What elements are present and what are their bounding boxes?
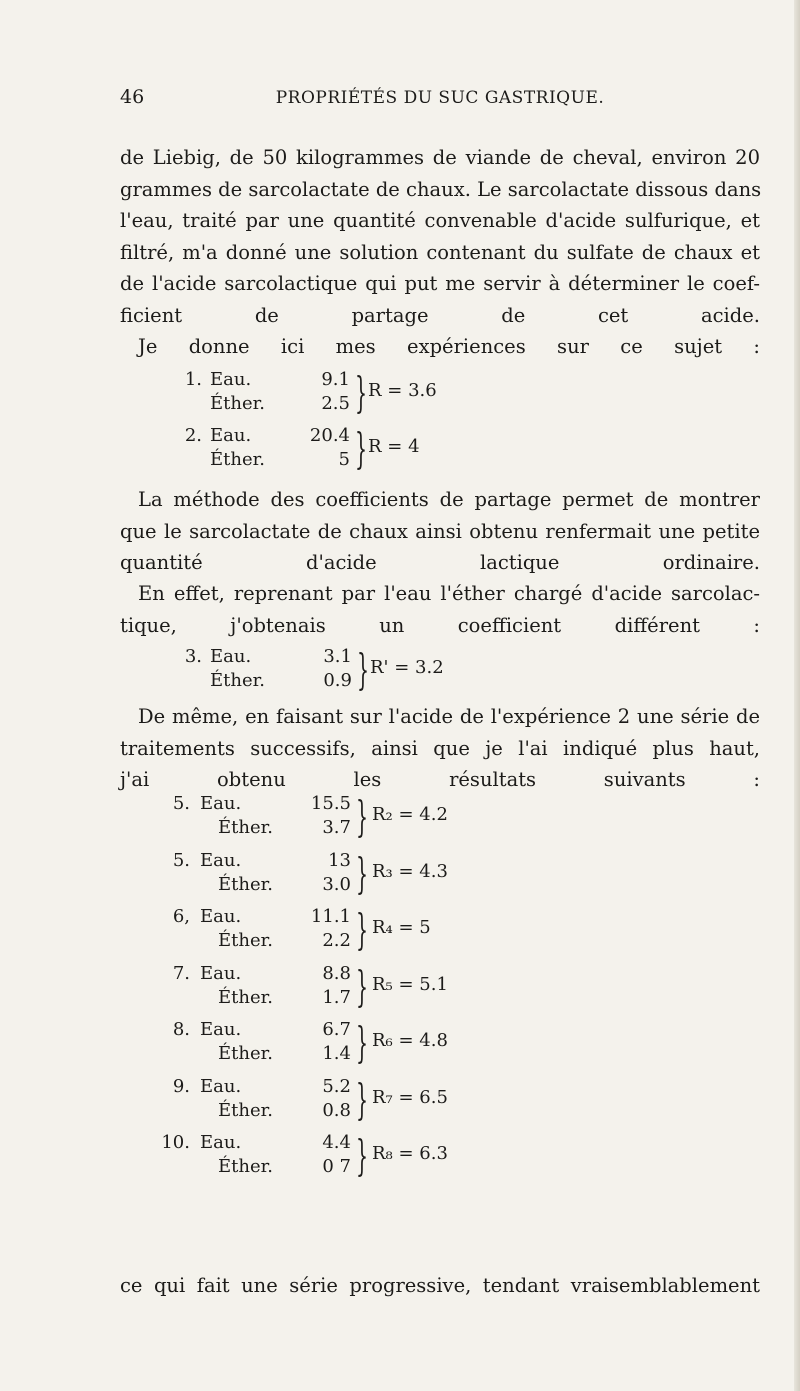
text-line: de Liebig, de 50 kilogrammes de viande de cheval, environ 20 (120, 146, 760, 169)
label-ether: Éther. (210, 670, 265, 691)
text-line: l'eau, traité par une quantité convenable d'acide sulfurique, et (120, 209, 760, 232)
label-ether: Éther. (218, 873, 273, 895)
text-line: que le sarcolactate de chaux ainsi obtenu renfermait une petite (120, 519, 760, 543)
brace-icon: } (356, 961, 369, 1011)
label-eau: Eau. (200, 1132, 242, 1153)
result-value: R = 4 (368, 436, 420, 457)
label-ether: Éther. (218, 817, 273, 838)
text-line: quantité d'acide lactique ordinaire. (120, 551, 760, 574)
paragraph-4 (120, 578, 760, 641)
result-value: R₆ = 4.8 (372, 1030, 448, 1051)
page-edge (794, 0, 800, 1391)
label-eau: Eau. (200, 962, 242, 984)
result-value: R₅ = 5.1 (372, 973, 448, 995)
label-eau: Eau. (200, 1075, 242, 1097)
result-value: R = 3.6 (368, 380, 437, 401)
value-ether: 1.4 (322, 1043, 351, 1064)
text-line: La méthode des coefficients de partage permet de montrer (138, 488, 760, 511)
experiment-number: 7. (172, 962, 190, 984)
label-eau: Eau. (200, 1019, 242, 1040)
label-ether: Éther. (218, 1156, 273, 1177)
text-line: De même, en faisant sur l'acide de l'expérience 2 une série de (138, 705, 760, 728)
brace-icon: } (357, 645, 370, 694)
experiment-number: 9. (172, 1075, 190, 1097)
text-line: En effet, reprenant par l'eau l'éther chargé d'acide sarcolac- (138, 582, 760, 605)
result-value: R₇ = 6.5 (372, 1086, 448, 1108)
text-line: traitements successifs, ainsi que je l'ai indiqué plus haut, (120, 736, 760, 760)
value-eau: 20.4 (309, 425, 350, 446)
text-line: ficient de partage de cet acide. (120, 303, 760, 327)
value-ether: 1.7 (322, 986, 351, 1008)
text-line: tique, j'obtenais un coefficient différent : (120, 613, 760, 637)
paragraph-6 (120, 1270, 760, 1302)
value-eau: 3.1 (323, 646, 352, 667)
brace-icon: } (356, 1131, 369, 1180)
label-ether: Éther. (218, 1099, 273, 1121)
value-ether: 5 (338, 449, 350, 470)
label-eau: Eau. (210, 369, 252, 390)
value-ether: 0 7 (322, 1156, 351, 1177)
experiment-number: 5. (172, 793, 190, 814)
page-number: 46 (120, 86, 145, 108)
result-value: R₂ = 4.2 (372, 804, 448, 825)
experiment-number: 2. (184, 425, 202, 446)
paragraph-3 (120, 484, 760, 579)
running-title: PROPRIÉTÉS DU SUC GASTRIQUE. (275, 88, 605, 108)
text-line: ce qui fait une série progressive, tendant vraisemblablement (120, 1274, 760, 1297)
value-eau: 4.4 (322, 1132, 351, 1153)
experiment-number: 1. (184, 369, 202, 390)
brace-icon: } (356, 1074, 369, 1124)
experiment-number: 6, (172, 906, 190, 927)
label-ether: Éther. (218, 1043, 273, 1064)
result-value: R' = 3.2 (370, 657, 444, 678)
brace-icon: } (356, 792, 369, 841)
paragraph-5 (120, 701, 760, 796)
label-ether: Éther. (210, 449, 265, 470)
label-ether: Éther. (210, 393, 265, 414)
label-eau: Eau. (200, 849, 242, 871)
experiment-number: 5. (172, 849, 190, 871)
label-eau: Eau. (200, 906, 242, 927)
value-ether: 0.8 (322, 1099, 351, 1121)
label-eau: Eau. (200, 793, 242, 814)
brace-icon: } (356, 905, 369, 954)
text-line: de l'acide sarcolactique qui put me servir à déterminer le coef- (120, 272, 760, 295)
value-eau: 8.8 (322, 962, 351, 984)
brace-icon: } (355, 424, 368, 473)
result-value: R₃ = 4.3 (372, 860, 448, 882)
text-line: grammes de sarcolactate de chaux. Le sarcolactate dissous dans (120, 177, 762, 201)
value-eau: 11.1 (310, 906, 351, 927)
text-line: filtré, m'a donné une solution contenant du sulfate de chaux et (120, 240, 760, 264)
text-line: j'ai obtenu les résultats suivants : (120, 768, 760, 791)
label-ether: Éther. (218, 930, 273, 951)
result-value: R₈ = 6.3 (372, 1143, 448, 1164)
value-eau: 9.1 (321, 369, 350, 390)
experiment-number: 10. (161, 1132, 190, 1153)
text-line: Je donne ici mes expériences sur ce sujet : (138, 335, 760, 358)
value-eau: 15.5 (310, 793, 351, 814)
value-ether: 0.9 (323, 670, 352, 691)
brace-icon: } (356, 1018, 369, 1067)
result-value: R₄ = 5 (372, 917, 431, 938)
page-header (120, 86, 760, 116)
brace-icon: } (356, 848, 369, 898)
label-ether: Éther. (218, 986, 273, 1008)
brace-icon: } (355, 368, 368, 417)
value-ether: 2.2 (322, 930, 351, 951)
label-eau: Eau. (210, 646, 252, 667)
experiment-number: 8. (172, 1019, 190, 1040)
label-eau: Eau. (210, 425, 252, 446)
paragraph-2 (120, 331, 760, 363)
value-ether: 2.5 (321, 393, 350, 414)
value-ether: 3.0 (322, 873, 351, 895)
paragraph-1 (120, 142, 760, 331)
experiment-number: 3. (184, 646, 202, 667)
value-ether: 3.7 (322, 817, 351, 838)
value-eau: 13 (328, 849, 351, 871)
value-eau: 6.7 (322, 1019, 351, 1040)
value-eau: 5.2 (322, 1075, 351, 1097)
